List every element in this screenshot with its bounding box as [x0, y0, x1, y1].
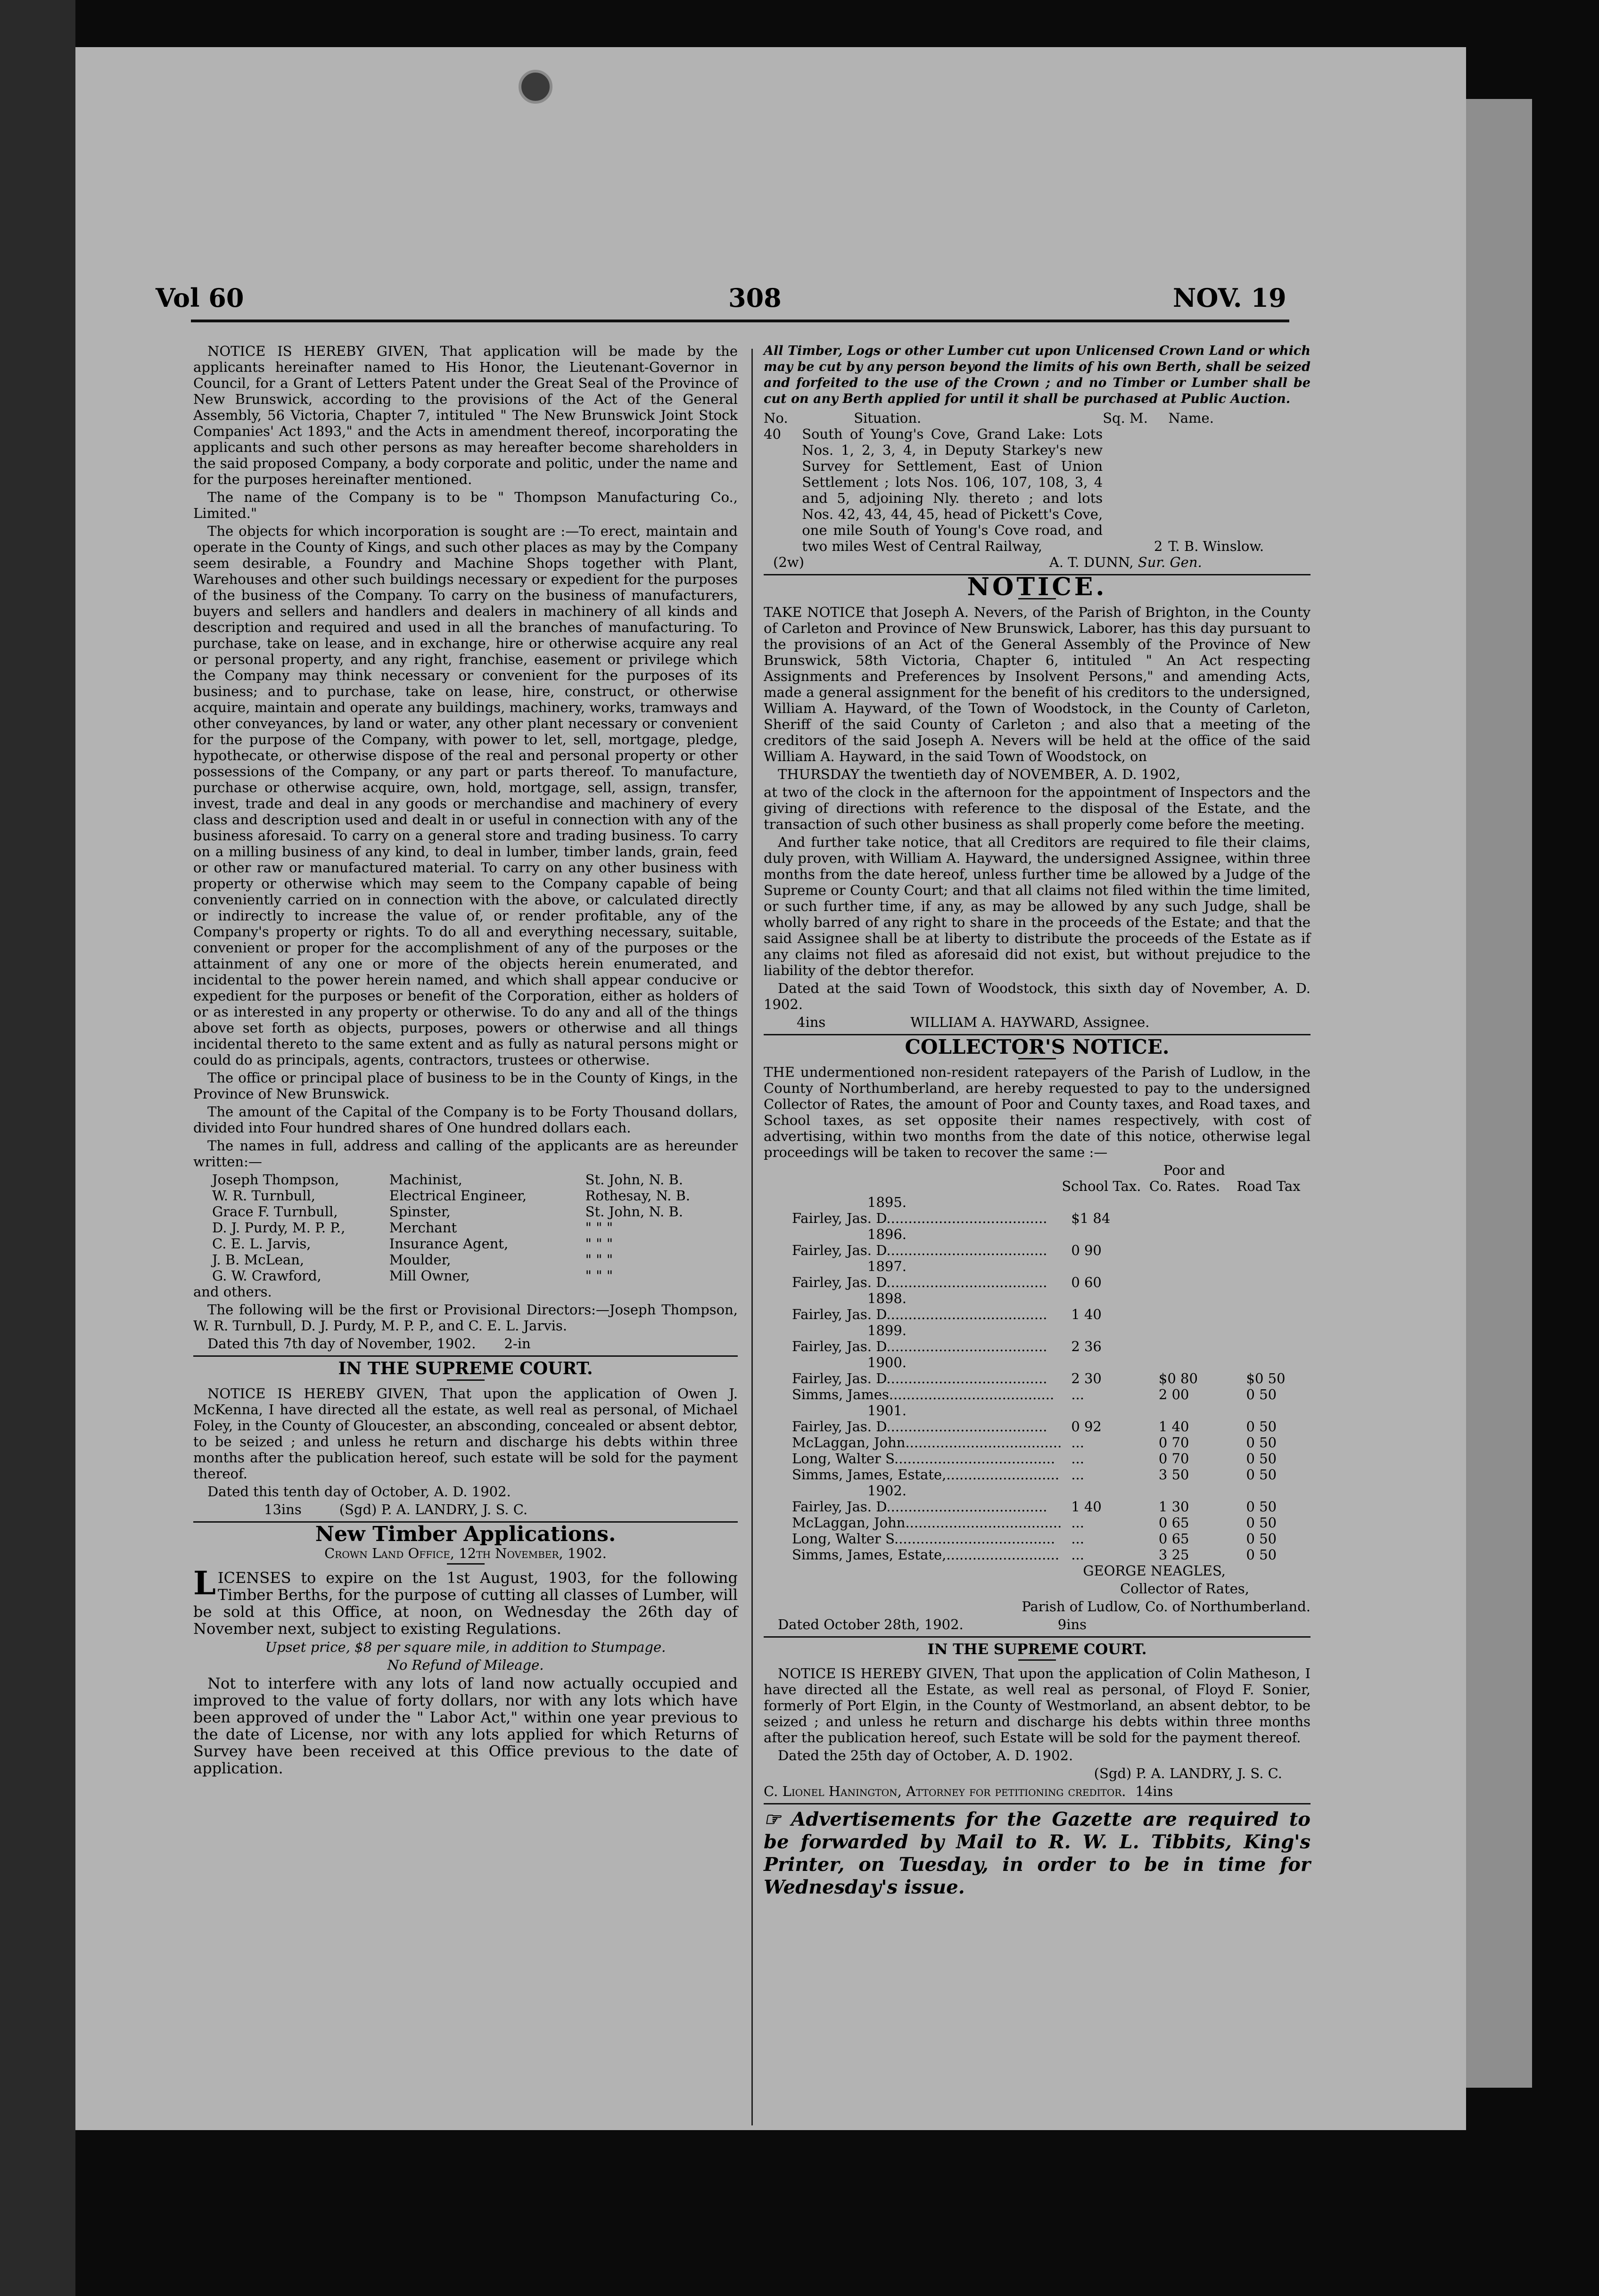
timber-office: Crown Land Office, 12th November, 1902.: [324, 1545, 607, 1561]
table-row: Joseph Thompson, Machinist, St. John, N. B.: [212, 1172, 683, 1188]
pointing-hand-icon: ☞: [764, 1808, 781, 1830]
timber-berth-table: [764, 410, 1311, 554]
issue-date: NOV. 19: [1173, 283, 1286, 313]
nevers-notice: [764, 573, 1311, 1030]
table-row: 1897.: [867, 1258, 907, 1274]
applicants-others: and others.: [193, 1284, 272, 1300]
nevers-p3: at two of the clock in the afternoon for the appointment of Inspectors and the giving of directions with reference to the disposal of the Estate, and the transaction of such other business as shall properly come before the meeting.: [764, 784, 1311, 832]
supreme-court-attorney: C. Lionel Hanington, Attorney for petitioning creditor.: [764, 1783, 1126, 1799]
thompson-capital: The amount of the Capital of the Company is to be Forty Thousand dollars, divided into Four hundred shares of One hundred dollars each.: [193, 1104, 738, 1136]
table-row: 1901.: [867, 1402, 907, 1419]
thompson-ins: 2-in: [504, 1336, 531, 1352]
table-row: J. B. McLean, Moulder, " " ": [212, 1252, 613, 1268]
left-column: [193, 343, 738, 1779]
thompson-company-name: The name of the Company is to be " Thompson Manufacturing Co., Limited.": [193, 489, 738, 521]
nevers-p1: TAKE NOTICE that Joseph A. Nevers, of the Parish of Brighton, in the County of Carleton and Province of New Brunswick, Laborer, has this day pursuant to the provisions of an Act of the General Assembly of the Province of New Brunswick, 58th Victoria, Chapter 6, intituled " An Act respecting Assignments and Preferences by Insolvent Persons," and amending Acts, made a general assignment for the benefit of his creditors to the undersigned, William A. Hayward, of the Town of Woodstock, in the County of Carleton, Sheriff of the said County of Carleton ; and also that a meeting of the creditors of the said Joseph A. Nevers will be held at the office of the said William A. Hayward, in the said Town of Woodstock, on: [764, 604, 1311, 764]
supreme-court-sig-line-1: [193, 1501, 738, 1517]
collector-dated-line: [764, 1616, 1311, 1632]
table-row: School Tax. Co. Rates. Road Tax: [1062, 1178, 1301, 1194]
collector-title: COLLECTOR'S NOTICE.: [905, 1035, 1170, 1058]
nevers-meeting-date: THURSDAY the twentieth day of NOVEMBER, A. D. 1902,: [778, 766, 1180, 782]
supreme-court-body-1: NOTICE IS HEREBY GIVEN, That upon the application of Owen J. McKenna, I have directed all the estate, as well real as personal, of Michael Foley, in the County of Gloucester, an absconding, concealed or absent debtor, to be seized ; and unless he return and discharge his debts within three months after the publication hereof, such estate will be sold for the payment thereof.: [193, 1386, 738, 1482]
table-row: McLaggan, John.................................... ... 0 65 0 50: [792, 1515, 1277, 1531]
timber-ins: (2w): [773, 554, 804, 570]
collector-rows: [764, 1194, 1311, 1563]
nevers-sig-line: [764, 1014, 1311, 1030]
timber-dropcap: L: [193, 1565, 216, 1602]
table-row: Fairley, Jas. D..................................... 1 40: [792, 1306, 1102, 1322]
timber-sig-line: [764, 554, 1311, 570]
volume-label: Vol 60: [156, 283, 244, 313]
table-row: D. J. Purdy, M. P. P., Merchant " " ": [212, 1220, 613, 1236]
collectors-notice: [764, 1035, 1311, 1632]
table-row: 1895.: [867, 1194, 907, 1210]
section-rule: [764, 1636, 1311, 1638]
table-row: Long, Walter S..................................... ... 0 65 0 50: [792, 1531, 1277, 1547]
column-separator: [751, 349, 753, 2125]
table-row: Grace F. Turnbull, Spinster, St. John, N. B.: [212, 1204, 683, 1220]
table-row: 1900.: [867, 1354, 907, 1370]
supreme-court-dated-2: Dated the 25th day of October, A. D. 1902.: [778, 1747, 1073, 1763]
thompson-intro: NOTICE IS HEREBY GIVEN, That application will be made by the applicants hereinafter named to His Honor, the Lieutenant-Governor in Council, for a Grant of Letters Patent under the Great Seal of the Province of New Brunswick, according to the provisions of the Act of the General Assembly, 56 Victoria, Chapter 7, intituled " The New Brunswick Joint Stock Companies' Act 1893," and the Acts in amendment thereof, incorporating the applicants and such other persons as may hereafter become shareholders in the said proposed Company, a body corporate and politic, under the name and for the purposes hereinafter mentioned.: [193, 343, 738, 487]
supreme-court-ins-2: 14ins: [1135, 1783, 1173, 1799]
timber-seize-clause: All Timber, Logs or other Lumber cut upon Unlicensed Crown Land or which may be cut by any person beyond the limits of his own Berth, shall be seized and forfeited to the use of the Crown ; and no Timber or Lumber shall be cut on any Berth applied for until it shall be purchased at Public Auction.: [764, 344, 1311, 406]
timber-signature-title: Sur. Gen.: [1137, 554, 1202, 570]
table-row: Simms, James, Estate,.......................... ... 3 25 0 50: [792, 1547, 1277, 1563]
table-row: No. Situation. Sq. M. Name.: [764, 410, 1214, 426]
table-row: Simms, James, Estate,.......................... ... 3 50 0 50: [792, 1467, 1277, 1483]
timber-applications: [193, 1522, 738, 1777]
table-row: C. E. L. Jarvis, Insurance Agent, " " ": [212, 1236, 613, 1252]
table-row: W. R. Turnbull, Electrical Engineer, Rothesay, N. B.: [212, 1188, 691, 1204]
thompson-dated: Dated this 7th day of November, 1902.: [207, 1336, 476, 1352]
header-rule: [191, 320, 1289, 322]
page-number: 308: [728, 283, 782, 313]
table-row: 1899.: [867, 1322, 907, 1338]
supreme-court-notice-2: [764, 1641, 1311, 1799]
thompson-notice: [193, 343, 738, 1352]
nevers-p4: And further take notice, that all Creditors are required to file their claims, duly proven, with William A. Hayward, the undersigned Assignee, within three months from the date hereof, unless further time be allowed by a Judge of the Supreme or County Court; and that all claims not filed within the time limited, or such further time, if any, as may be allowed by any such Judge, shall be wholly barred of any right to share in the proceeds of the Estate; and that the said Assignee shall be at liberty to distribute the proceeds of the Estate as if any claims not filed as aforesaid did not exist, but without prejudice to the liability of the debtor therefor.: [764, 834, 1311, 978]
table-row: Fairley, Jas. D..................................... 1 40 1 30 0 50: [792, 1499, 1277, 1515]
nevers-dated: Dated at the said Town of Woodstock, this sixth day of November, A. D. 1902.: [764, 980, 1311, 1012]
supreme-court-title-2: IN THE SUPREME COURT.: [927, 1641, 1147, 1658]
title-rule: [447, 1563, 485, 1565]
timber-title: New Timber Applications.: [315, 1522, 616, 1546]
thompson-office: The office or principal place of business to be in the County of Kings, in the Province of New Brunswick.: [193, 1070, 738, 1102]
collector-sig-2: Collector of Rates,: [1120, 1581, 1249, 1597]
table-row: Fairley, Jas. D..................................... 2 36: [792, 1338, 1102, 1354]
table-row: 1902.: [867, 1483, 907, 1499]
page-stack-edge: [1466, 99, 1532, 2088]
advertising-text: Advertisements for the Gazette are required to be forwarded by Mail to R. W. L. Tibbits, King's Printer, on Tuesday, in order to be in time for Wednesday's issue.: [764, 1808, 1311, 1898]
supreme-court-notice-1: [193, 1361, 738, 1517]
section-rule: [193, 1355, 738, 1357]
supreme-court-signature-1: (Sgd) P. A. LANDRY, J. S. C.: [339, 1501, 528, 1517]
table-row: Fairley, Jas. D..................................... $1 84: [792, 1210, 1111, 1226]
table-row: Fairley, Jas. D..................................... 0 92 1 40 0 50: [792, 1419, 1277, 1435]
nevers-signature: WILLIAM A. HAYWARD, Assignee.: [910, 1014, 1150, 1030]
table-row: Fairley, Jas. D..................................... 0 60: [792, 1274, 1102, 1290]
timber-body-1-text: ICENSES to expire on the 1st August, 1903, for the following Timber Berths, for the purpose of cutting all classes of Lumber, will be sold at this Office, at noon, on Wednesday the 26th day of November next, subject to existing Regulations.: [193, 1569, 738, 1638]
thompson-directors: The following will be the first or Provisional Directors:—Joseph Thompson, W. R. Turnbull, D. J. Purdy, M. P. P., and C. E. L. Jarvis.: [193, 1302, 738, 1334]
supreme-court-body-2: NOTICE IS HEREBY GIVEN, That upon the application of Colin Matheson, I have directed all the Estate, as well real as personal, of Floyd F. Sonier, formerly of Port Elgin, in the County of Westmorland, an absent debtor, to be seized ; and unless he return and discharge his debts within three months after the publication hereof, such Estate will be sold for the payment thereof.: [764, 1665, 1311, 1746]
table-row: 40 South of Young's Cove, Grand Lake: Lots Nos. 1, 2, 3, 4, in Deputy Starkey's new Survey for Settlement, East of Union Settlement ; lots Nos. 106, 107, 108, 3, 4 and 5, adjoining Nly. thereto ; and lots Nos. 42, 43, 44, 45, head of Pickett's Cove, one mile South of Young's Cove road, and two miles West of Central Railway, 2 T. B. Winslow.: [764, 426, 1264, 554]
table-row: 1896.: [867, 1226, 907, 1242]
timber-signature: A. T. DUNN,: [1049, 554, 1134, 570]
supreme-court-attorney-line: [764, 1783, 1311, 1799]
applicants-table: [193, 1172, 738, 1284]
thompson-applicants-intro: The names in full, address and calling of the applicants are as hereunder written:—: [193, 1138, 738, 1170]
supreme-court-dated-1: Dated this tenth day of October, A. D. 1902.: [207, 1484, 511, 1500]
table-row: G. W. Crawford, Mill Owner, " " ": [212, 1268, 613, 1284]
table-row: McLaggan, John.................................... ... 0 70 0 50: [792, 1435, 1277, 1451]
timber-no-refund: No Refund of Mileage.: [387, 1657, 544, 1673]
thompson-dated-line: [193, 1336, 738, 1352]
right-column: [764, 343, 1311, 1901]
gazette-advertising-notice: [764, 1808, 1311, 1899]
title-rule: [1018, 1659, 1056, 1661]
nevers-title: NOTICE.: [967, 573, 1107, 601]
collector-body: THE undermentioned non-resident ratepayers of the Parish of Ludlow, in the County of Northumberland, are hereby requested to pay to the undersigned Collector of Rates, the amount of Poor and County taxes, and Road taxes, and School taxes, as set opposite their names respectively, with cost of advertising, within two months from the date of this notice, otherwise legal proceedings will be taken to recover the same :—: [764, 1064, 1311, 1160]
thompson-objects: The objects for which incorporation is sought are :—To erect, maintain and operate in the County of Kings, and such other places as may by the Company seem desirable, a Foundry and Machine Shops together with Plant, Warehouses and other such buildings necessary or expedient for the purposes of the business of the Company. To carry on the business of manufacturers, buyers and sellers and handlers and dealers in machinery of all kinds and description and required and used in all the branches of manufacturing. To purchase, take on lease, and in exchange, hire or otherwise acquire any real or personal property, and any right, franchise, easement or privilege which the Company may think necessary or convenient for the purposes of its business; and to purchase, take on lease, hire, construct, or otherwise acquire, maintain and operate any buildings, machinery, works, tramways and other conveyances, by land or water, any other plant necessary or convenient for the purpose of the Company, with power to let, sell, mortgage, pledge, hypothecate, or otherwise dispose of the real and personal property or other possessions of the Company, or any part or parts thereof. To manufacture, purchase or otherwise acquire, own, hold, mortgage, sell, assign, transfer, invest, trade and deal in any goods or merchandise and machinery of every class and description used and dealt in or useful in connection with any of the business aforesaid. To carry on a general store and trading business. To carry on a milling business of any kind, to deal in lumber, timber lands, grain, feed or other raw or manufactured material. To carry on any other business with property or otherwise which may seem to the Company capable of being conveniently carried on in connection with the above, or calculated directly or indirectly to increase the value of, or render profitable, any of the Company's property or rights. To do all and everything necessary, suitable, convenient or proper for the accomplishment of any of the purposes or the attainment of any one or more of the objects herein enumerated, and incidental to the power herein named, and which shall appear conducive or expedient for the purposes or benefit of the Corporation, either as holders of or as interested in any property or otherwise. To do any and all of the things above set forth as objects, purposes, powers or otherwise and all things incidental thereto to the same extent and as fully as natural persons might or could do as principals, agents, contractors, trustees or otherwise.: [193, 523, 738, 1068]
table-row: 1898.: [867, 1290, 907, 1306]
section-rule: [764, 1803, 1311, 1804]
table-row: Simms, James...................................... ... 2 00 0 50: [792, 1386, 1277, 1402]
book-spine-shadow: [0, 0, 75, 2296]
table-row: Fairley, Jas. D..................................... 2 30 $0 80 $0 50: [792, 1370, 1286, 1386]
table-row: Poor and: [1163, 1162, 1225, 1178]
collector-tax-table: [764, 1162, 1311, 1563]
supreme-court-title-1: IN THE SUPREME COURT.: [338, 1359, 593, 1378]
table-row: Long, Walter S..................................... ... 0 70 0 50: [792, 1451, 1277, 1467]
nevers-ins: 4ins: [797, 1014, 826, 1030]
table-row: Fairley, Jas. D..................................... 0 90: [792, 1242, 1102, 1258]
supreme-court-signature-2: (Sgd) P. A. LANDRY, J. S. C.: [1094, 1765, 1282, 1781]
title-rule: [447, 1379, 485, 1381]
collector-sig-1: GEORGE NEAGLES,: [1083, 1563, 1226, 1579]
supreme-court-ins-1: 13ins: [264, 1501, 302, 1517]
collector-ins: 9ins: [1057, 1616, 1087, 1632]
collector-sig-3: Parish of Ludlow, Co. of Northumberland.: [1022, 1599, 1311, 1615]
timber-body-1: [193, 1565, 738, 1638]
timber-body-2: Not to interfere with any lots of land now actually occupied and improved to the value of forty dollars, nor with any lots which have been approved of under the " Labor Act," within one year previous to the date of License, nor with any lots applied for which Returns of Survey have been received at this Office previous to the date of application.: [193, 1674, 738, 1777]
timber-upset-price: Upset price, $8 per square mile, in addition to Stumpage.: [265, 1639, 666, 1655]
binding-hole-icon: [519, 70, 552, 104]
collector-dated: Dated October 28th, 1902.: [778, 1616, 964, 1632]
